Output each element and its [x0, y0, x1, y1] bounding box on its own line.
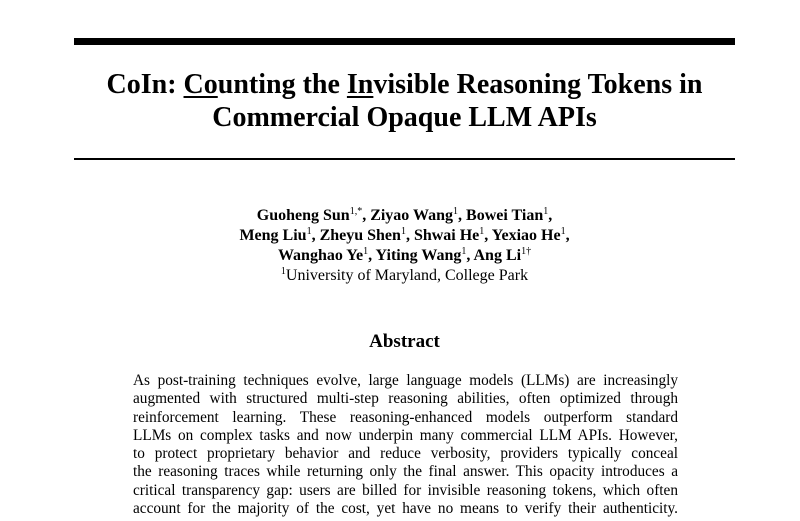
title-bottom-rule	[74, 158, 735, 160]
author-line-3: Wanghao Ye$^1$, Yiting Wang$^1$, Ang $Li^{1\dagger}$	[277, 246, 532, 264]
abstract-line: As post-training techniques evolve, large language models (LLMs) are increasingly	[133, 372, 678, 389]
author-sup: 1,*	[349, 206, 363, 217]
author-name: Bowei Tian	[466, 207, 544, 224]
author-name: Ziyao Wang	[370, 207, 454, 224]
author-line-2: Meng Liu$^1$, Zheyu Shen$^1$, Shwai He$^1$, Yexiao He$^1$,	[239, 226, 570, 244]
author-sup: 1	[461, 246, 467, 257]
abstract-line: critical transparency gap: users are billed for invisible reasoning tokens, which often	[133, 481, 678, 499]
paper-title	[74, 68, 735, 134]
author-sup: 1	[400, 226, 406, 237]
affiliation-sup: 1	[280, 266, 286, 277]
author-line-1: Guoheng Sun$^{1,*}$, Ziyao Wang$^1$, Bowei Tian$^1$,	[256, 206, 553, 224]
abstract-line: to protect proprietary behavior and reduce verbosity, providers typically conceal	[133, 445, 678, 463]
title-underlined-co: Co	[183, 69, 218, 100]
abstract-line: LLMs on complex tasks and now underpin many commercial LLM APIs. However,	[133, 426, 678, 444]
author-name: Ang Li	[473, 247, 522, 264]
author-name: Yiting Wang	[375, 247, 462, 264]
author-sup: 1	[479, 226, 485, 237]
top-rule	[74, 38, 735, 45]
author-block	[74, 206, 735, 286]
abstract-line: reinforcement learning. These reasoning-enhanced models outperform standard	[133, 408, 678, 426]
author-sup: 1	[543, 206, 549, 217]
author-name: Wanghao Ye	[277, 247, 364, 264]
author-name: Zheyu Shen	[319, 227, 401, 244]
author-sup: 1	[306, 226, 312, 237]
abstract-line: account for the majority of the cost, yet have no means to verify their authenticity.	[133, 500, 678, 518]
affiliation	[74, 266, 735, 286]
abstract-line: the reasoning traces while returning only the final answer. This opacity introduces a	[133, 463, 678, 481]
abstract-heading: Abstract	[369, 331, 440, 352]
abstract-body	[133, 372, 678, 518]
author-sup: 1	[453, 206, 459, 217]
affiliation-text: University of Maryland, College Park	[285, 267, 529, 284]
title-underlined-in: In	[346, 69, 374, 100]
title-line-1: CoIn: Counting the Invisible Reasoning Tokens in	[106, 69, 703, 100]
author-name: Yexiao He	[491, 227, 561, 244]
author-name: Guoheng Sun	[256, 207, 350, 224]
abstract-line: augmented with structured multi-step reasoning abilities, often optimized through	[133, 390, 678, 408]
author-sup: 1†	[521, 246, 532, 257]
author-sup: 1	[363, 246, 369, 257]
title-line-2: Commercial Opaque LLM APIs	[212, 102, 597, 133]
author-name: Shwai He	[413, 227, 480, 244]
author-sup: 1	[560, 226, 566, 237]
author-name: Meng Liu	[239, 227, 307, 244]
